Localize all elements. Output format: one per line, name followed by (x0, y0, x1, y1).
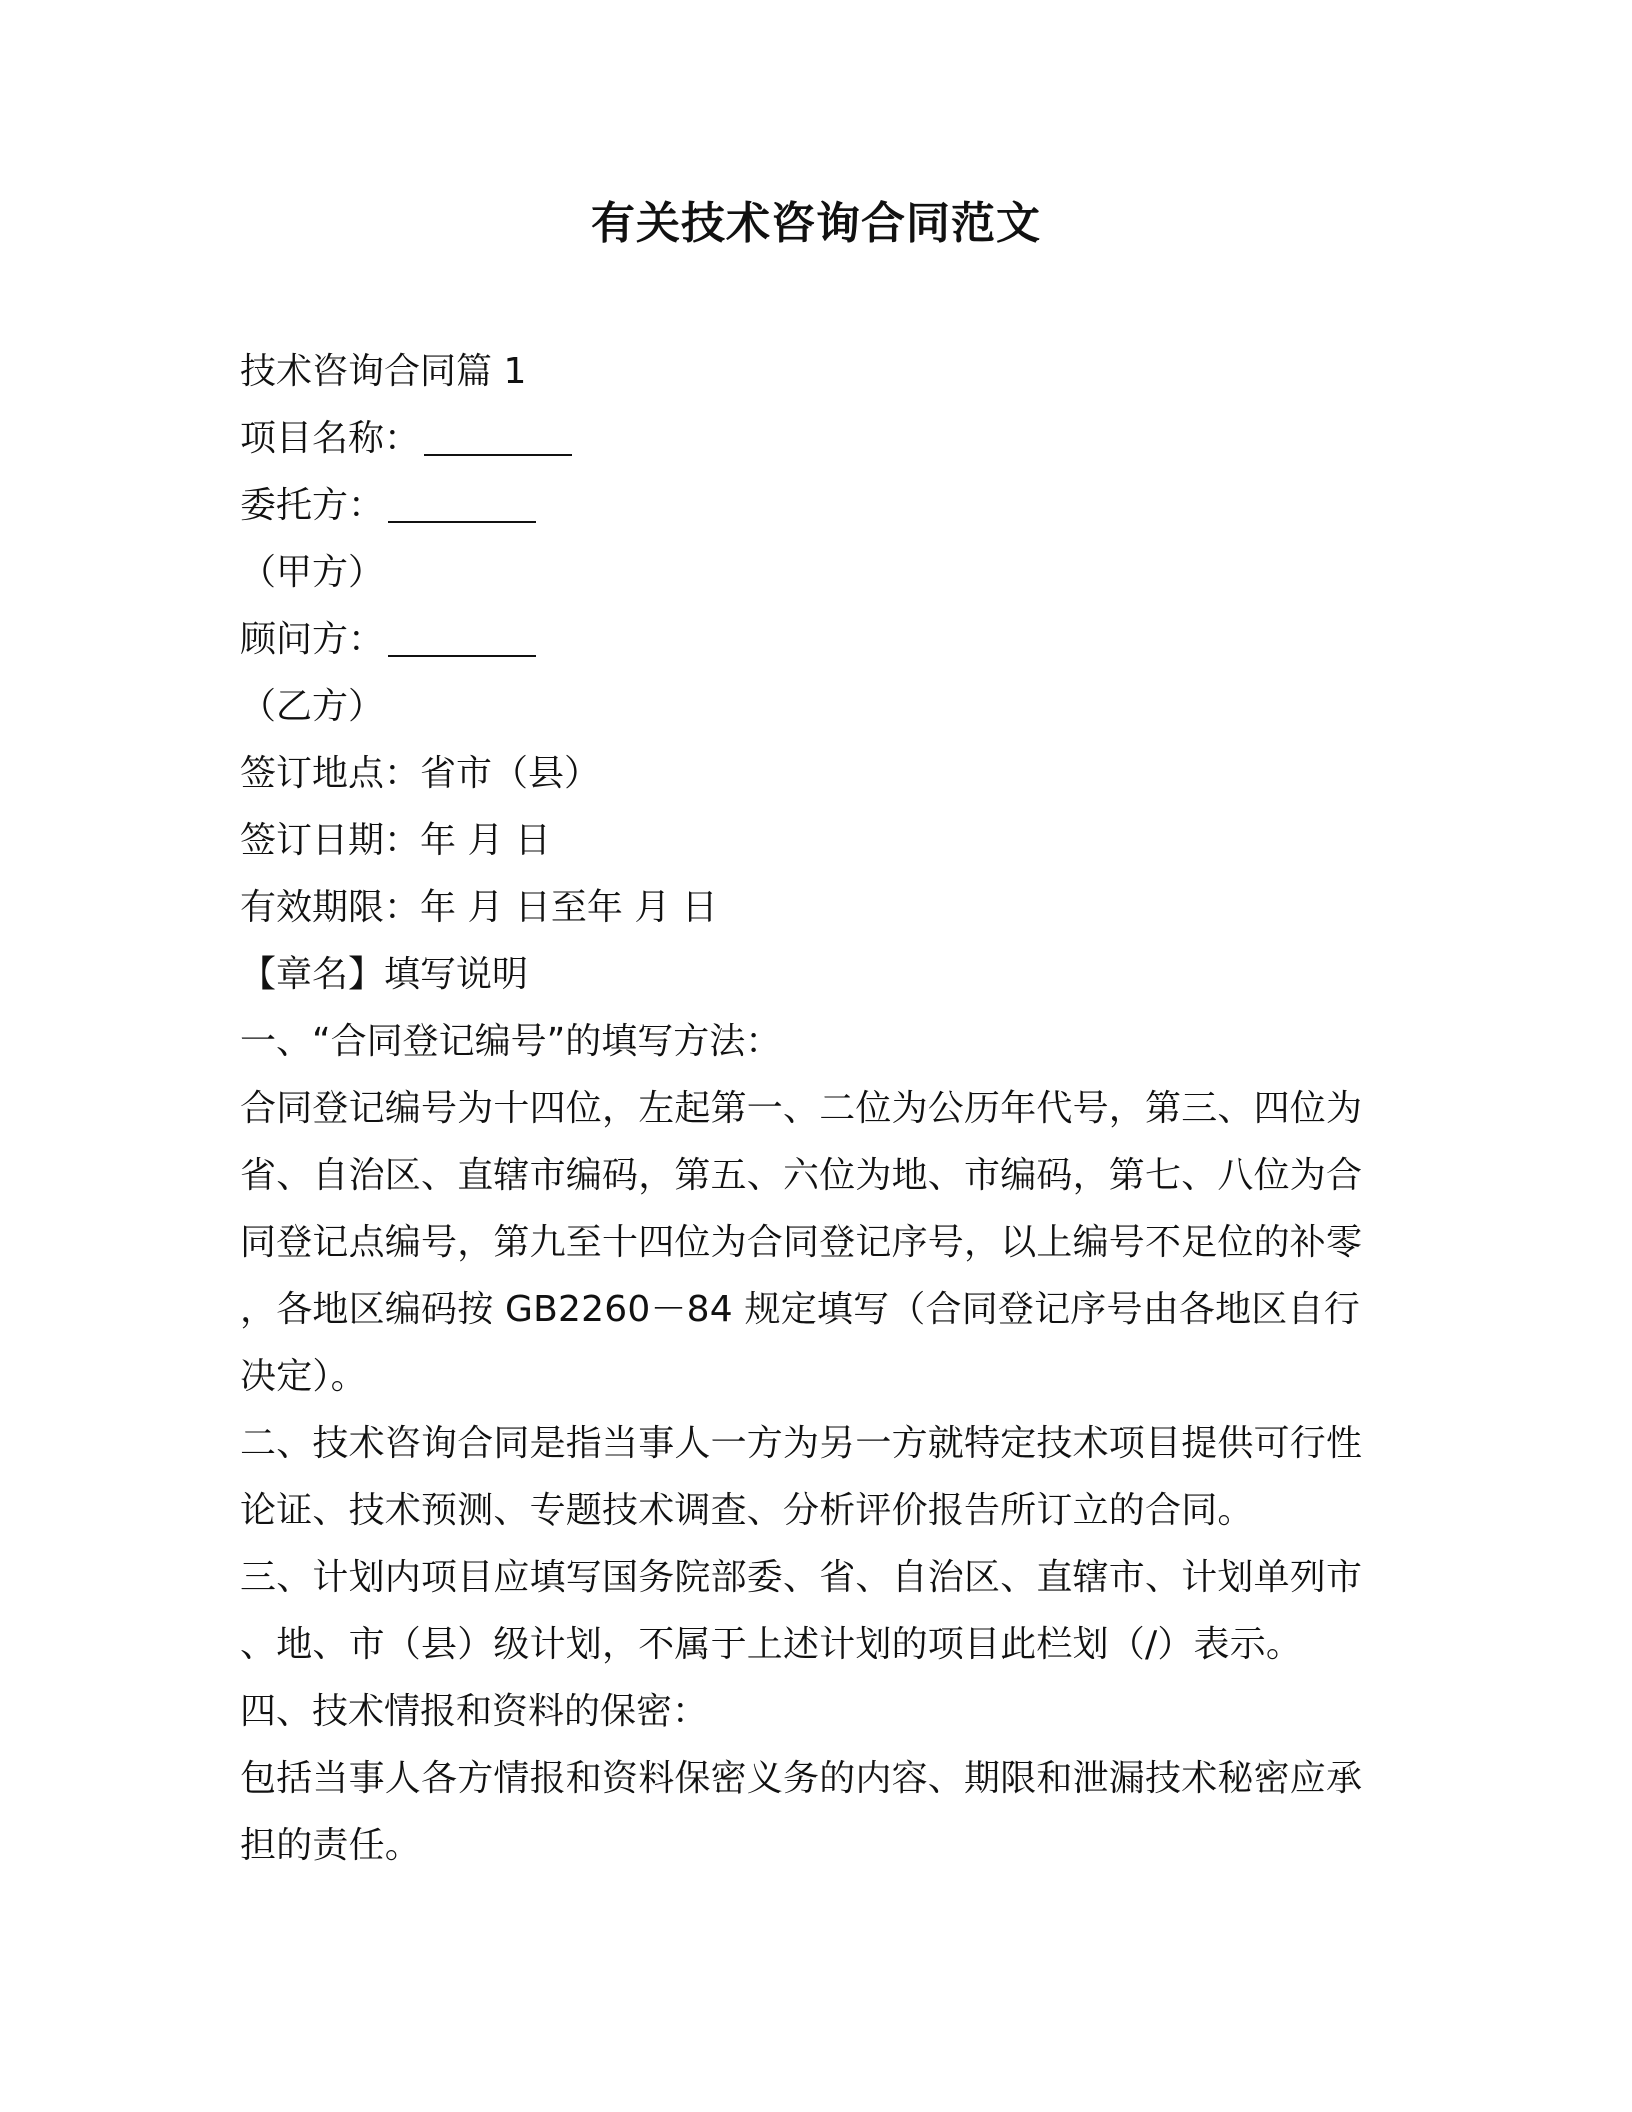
client-blank (388, 481, 536, 523)
consultant-field (240, 606, 1392, 673)
section-heading: 技术咨询合同篇 1 (240, 351, 527, 392)
consultant-role: （乙方） (240, 686, 385, 727)
project-name-label: 项目名称： (240, 418, 421, 459)
item1-body: 合同登记编号为十四位，左起第一、二位为公历年代号，第三、四位为省、自治区、直辖市编码，第五、六位为地、市编码，第七、八位为合同登记点编号，第九至十四位为合同登记序号，以上编号不足位的补零，各地区编码按 GB2260－84 规定填写（合同登记序号由各地区自行决定）。 (240, 1088, 1363, 1397)
client-field (240, 472, 1392, 539)
document-title: 有关技术咨询合同范文 (591, 198, 1041, 249)
client-label: 委托方： (240, 485, 385, 526)
client-role: （甲方） (240, 552, 385, 593)
item4-body: 包括当事人各方情报和资料保密义务的内容、期限和泄漏技术秘密应承担的责任。 (240, 1758, 1363, 1866)
project-name-field (240, 405, 1392, 472)
signing-place: 签订地点：省市（县） (240, 753, 601, 794)
instructions-heading: 【章名】填写说明 (240, 954, 529, 995)
item3-paragraph: 三、计划内项目应填写国务院部委、省、自治区、直辖市、计划单列市、地、市（县）级计划，不属于上述计划的项目此栏划（/）表示。 (240, 1557, 1363, 1665)
consultant-blank (388, 615, 536, 657)
item4-heading: 四、技术情报和资料的保密： (240, 1691, 709, 1732)
validity-period: 有效期限：年 月 日至年 月 日 (240, 887, 718, 928)
consultant-label: 顾问方： (240, 619, 385, 660)
document-body (240, 338, 1392, 1879)
item1-heading: 一、“合同登记编号”的填写方法： (240, 1021, 782, 1062)
signing-date: 签订日期：年 月 日 (240, 820, 551, 861)
item2-paragraph: 二、技术咨询合同是指当事人一方为另一方就特定技术项目提供可行性论证、技术预测、专题技术调查、分析评价报告所订立的合同。 (240, 1423, 1363, 1531)
project-name-blank (424, 414, 572, 456)
